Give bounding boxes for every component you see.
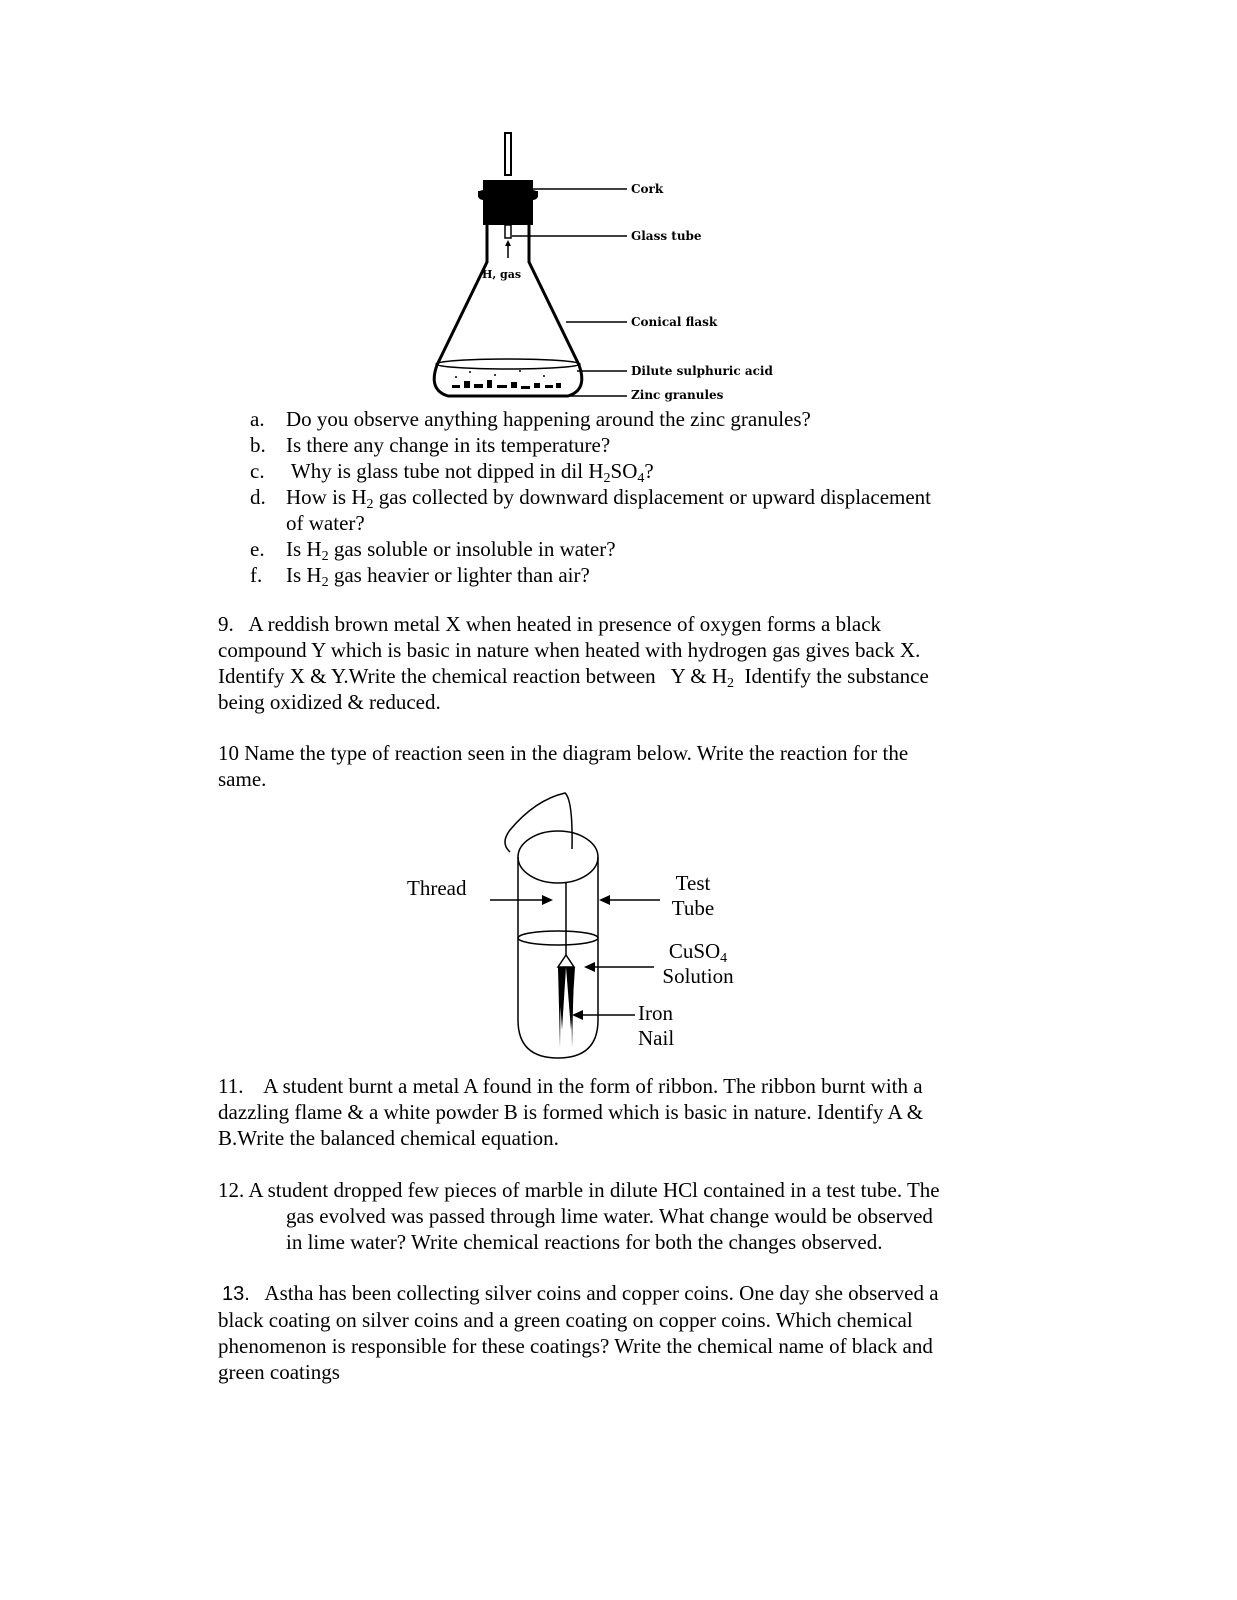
label-h2-gas: H, gas bbox=[482, 268, 522, 281]
question-11 bbox=[218, 1073, 994, 1151]
item-letter: b. bbox=[250, 433, 266, 457]
item-text: Is there any change in its temperature? bbox=[286, 433, 611, 457]
q10-line: 10 Name the type of reaction seen in the diagram below. Write the reaction for the bbox=[218, 741, 909, 765]
q12-line: gas evolved was passed through lime water. What change would be observed bbox=[286, 1204, 933, 1228]
q13-line: black coating on silver coins and a green coating on copper coins. Which chemical bbox=[218, 1308, 913, 1332]
item-text: of water? bbox=[286, 511, 365, 535]
label-test-tube: Test Tube bbox=[671, 871, 715, 920]
q13-number: 13. bbox=[222, 1283, 250, 1305]
item-text: Why is glass tube not dipped in dil $H_2SO_4$? bbox=[286, 459, 654, 486]
q9-line: being oxidized & reduced. bbox=[218, 690, 441, 714]
item-letter: a. bbox=[250, 407, 265, 431]
label-thread: Thread bbox=[407, 876, 467, 900]
item-text: Is $H_2$ gas soluble or insoluble in water? bbox=[286, 537, 616, 564]
label-cork: Cork bbox=[631, 182, 664, 196]
q13-line: 13. Astha has been collecting silver coins and copper coins. One day she observed a bbox=[218, 1280, 994, 1307]
q11-line: B.Write the balanced chemical equation. bbox=[218, 1126, 559, 1150]
label-dilute-sulphuric-acid: Dilute sulphuric acid bbox=[631, 364, 773, 378]
q9-line: 9. A reddish brown metal X when heated in presence of oxygen forms a black bbox=[218, 612, 882, 636]
label-zinc-granules: Zinc granules bbox=[631, 388, 724, 402]
label-conical-flask: Conical flask bbox=[631, 315, 718, 329]
label-cuso4-solution: CuSO$_4$ Solution bbox=[662, 939, 734, 988]
item-text: Is $H_2$ gas heavier or lighter than air? bbox=[286, 563, 590, 590]
label-glass-tube: Glass tube bbox=[631, 229, 702, 243]
item-letter: e. bbox=[250, 537, 265, 561]
item-letter: f. bbox=[250, 563, 263, 587]
q12-line: in lime water? Write chemical reactions for both the changes observed. bbox=[286, 1230, 883, 1254]
q12-line: 12. A student dropped few pieces of marble in dilute HCl contained in a test tube. The bbox=[218, 1178, 940, 1202]
q9-line: compound Y which is basic in nature when heated with hydrogen gas gives back X. bbox=[218, 638, 921, 662]
question-12 bbox=[218, 1177, 994, 1255]
item-letter: c. bbox=[250, 459, 265, 483]
q9-line: Identify X & Y.Write the chemical reaction between Y & $H_2$ Identify the substance bbox=[218, 664, 929, 691]
label-iron-nail: Iron Nail bbox=[638, 1001, 675, 1050]
item-text: How is $H_2$ gas collected by downward displacement or upward displacement bbox=[286, 485, 931, 512]
q13-line: green coatings bbox=[218, 1360, 340, 1384]
q11-line: dazzling flame & a white powder B is formed which is basic in nature. Identify A & bbox=[218, 1100, 924, 1124]
item-letter: d. bbox=[250, 485, 266, 509]
q11-line: 11. A student burnt a metal A found in the form of ribbon. The ribbon burnt with a bbox=[218, 1074, 923, 1098]
q10-line: same. bbox=[218, 767, 267, 791]
question-13 bbox=[218, 1280, 994, 1385]
q13-line: phenomenon is responsible for these coatings? Write the chemical name of black and bbox=[218, 1334, 933, 1358]
item-text: Do you observe anything happening around the zinc granules? bbox=[286, 407, 811, 431]
